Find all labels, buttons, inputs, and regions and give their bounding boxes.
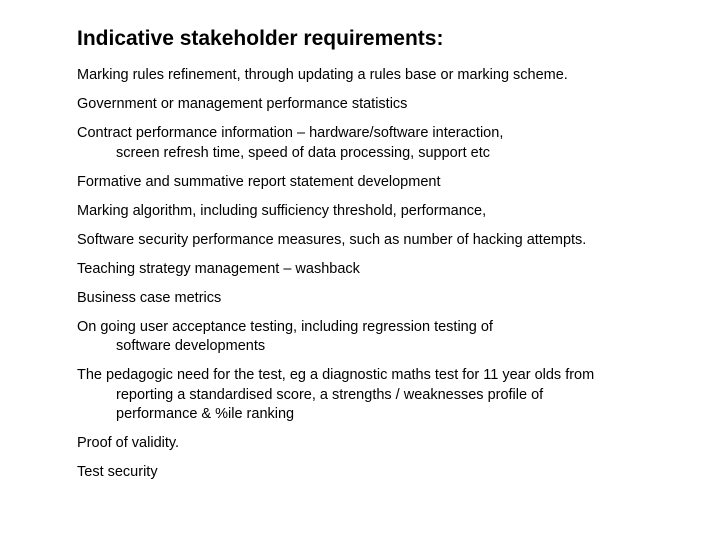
list-item [77,124,707,163]
item-line: Government or management performance statistics [77,96,408,112]
item-line: Marking rules refinement, through updating a rules base or marking scheme. [77,67,568,83]
item-line: The pedagogic need for the test, eg a diagnostic maths test for 11 year olds from [77,367,595,383]
item-line: Test security [77,464,158,480]
list-item [77,95,707,115]
item-line: On going user acceptance testing, including regression testing of [77,318,493,335]
item-line-continuation: software developments [116,338,266,354]
list-item [77,318,707,357]
list-item [77,66,707,86]
list-item [77,289,707,309]
item-line: Marking algorithm, including sufficiency threshold, performance, [77,202,487,219]
item-line-continuation: screen refresh time, speed of data processing, support etc [116,144,490,161]
list-item [77,231,707,251]
list-item [77,463,707,483]
item-line: Proof of validity. [77,435,180,451]
item-line: Business case metrics [77,289,222,306]
list-item [77,366,707,425]
item-line: Contract performance information – hardware/software interaction, [77,125,504,141]
item-line: Formative and summative report statement development [77,173,441,190]
list-item [77,260,707,280]
slide-title: Indicative stakeholder requirements: [77,27,444,50]
list-item [77,434,707,454]
item-line: Teaching strategy management – washback [77,260,360,277]
list-item [77,173,707,193]
list-item [77,202,707,222]
item-line-continuation: performance & %ile ranking [116,406,295,422]
item-line-continuation: reporting a standardised score, a strengths / weaknesses profile of [116,386,544,403]
item-line: Software security performance measures, such as number of hacking attempts. [77,231,587,248]
requirements-list [77,66,707,492]
